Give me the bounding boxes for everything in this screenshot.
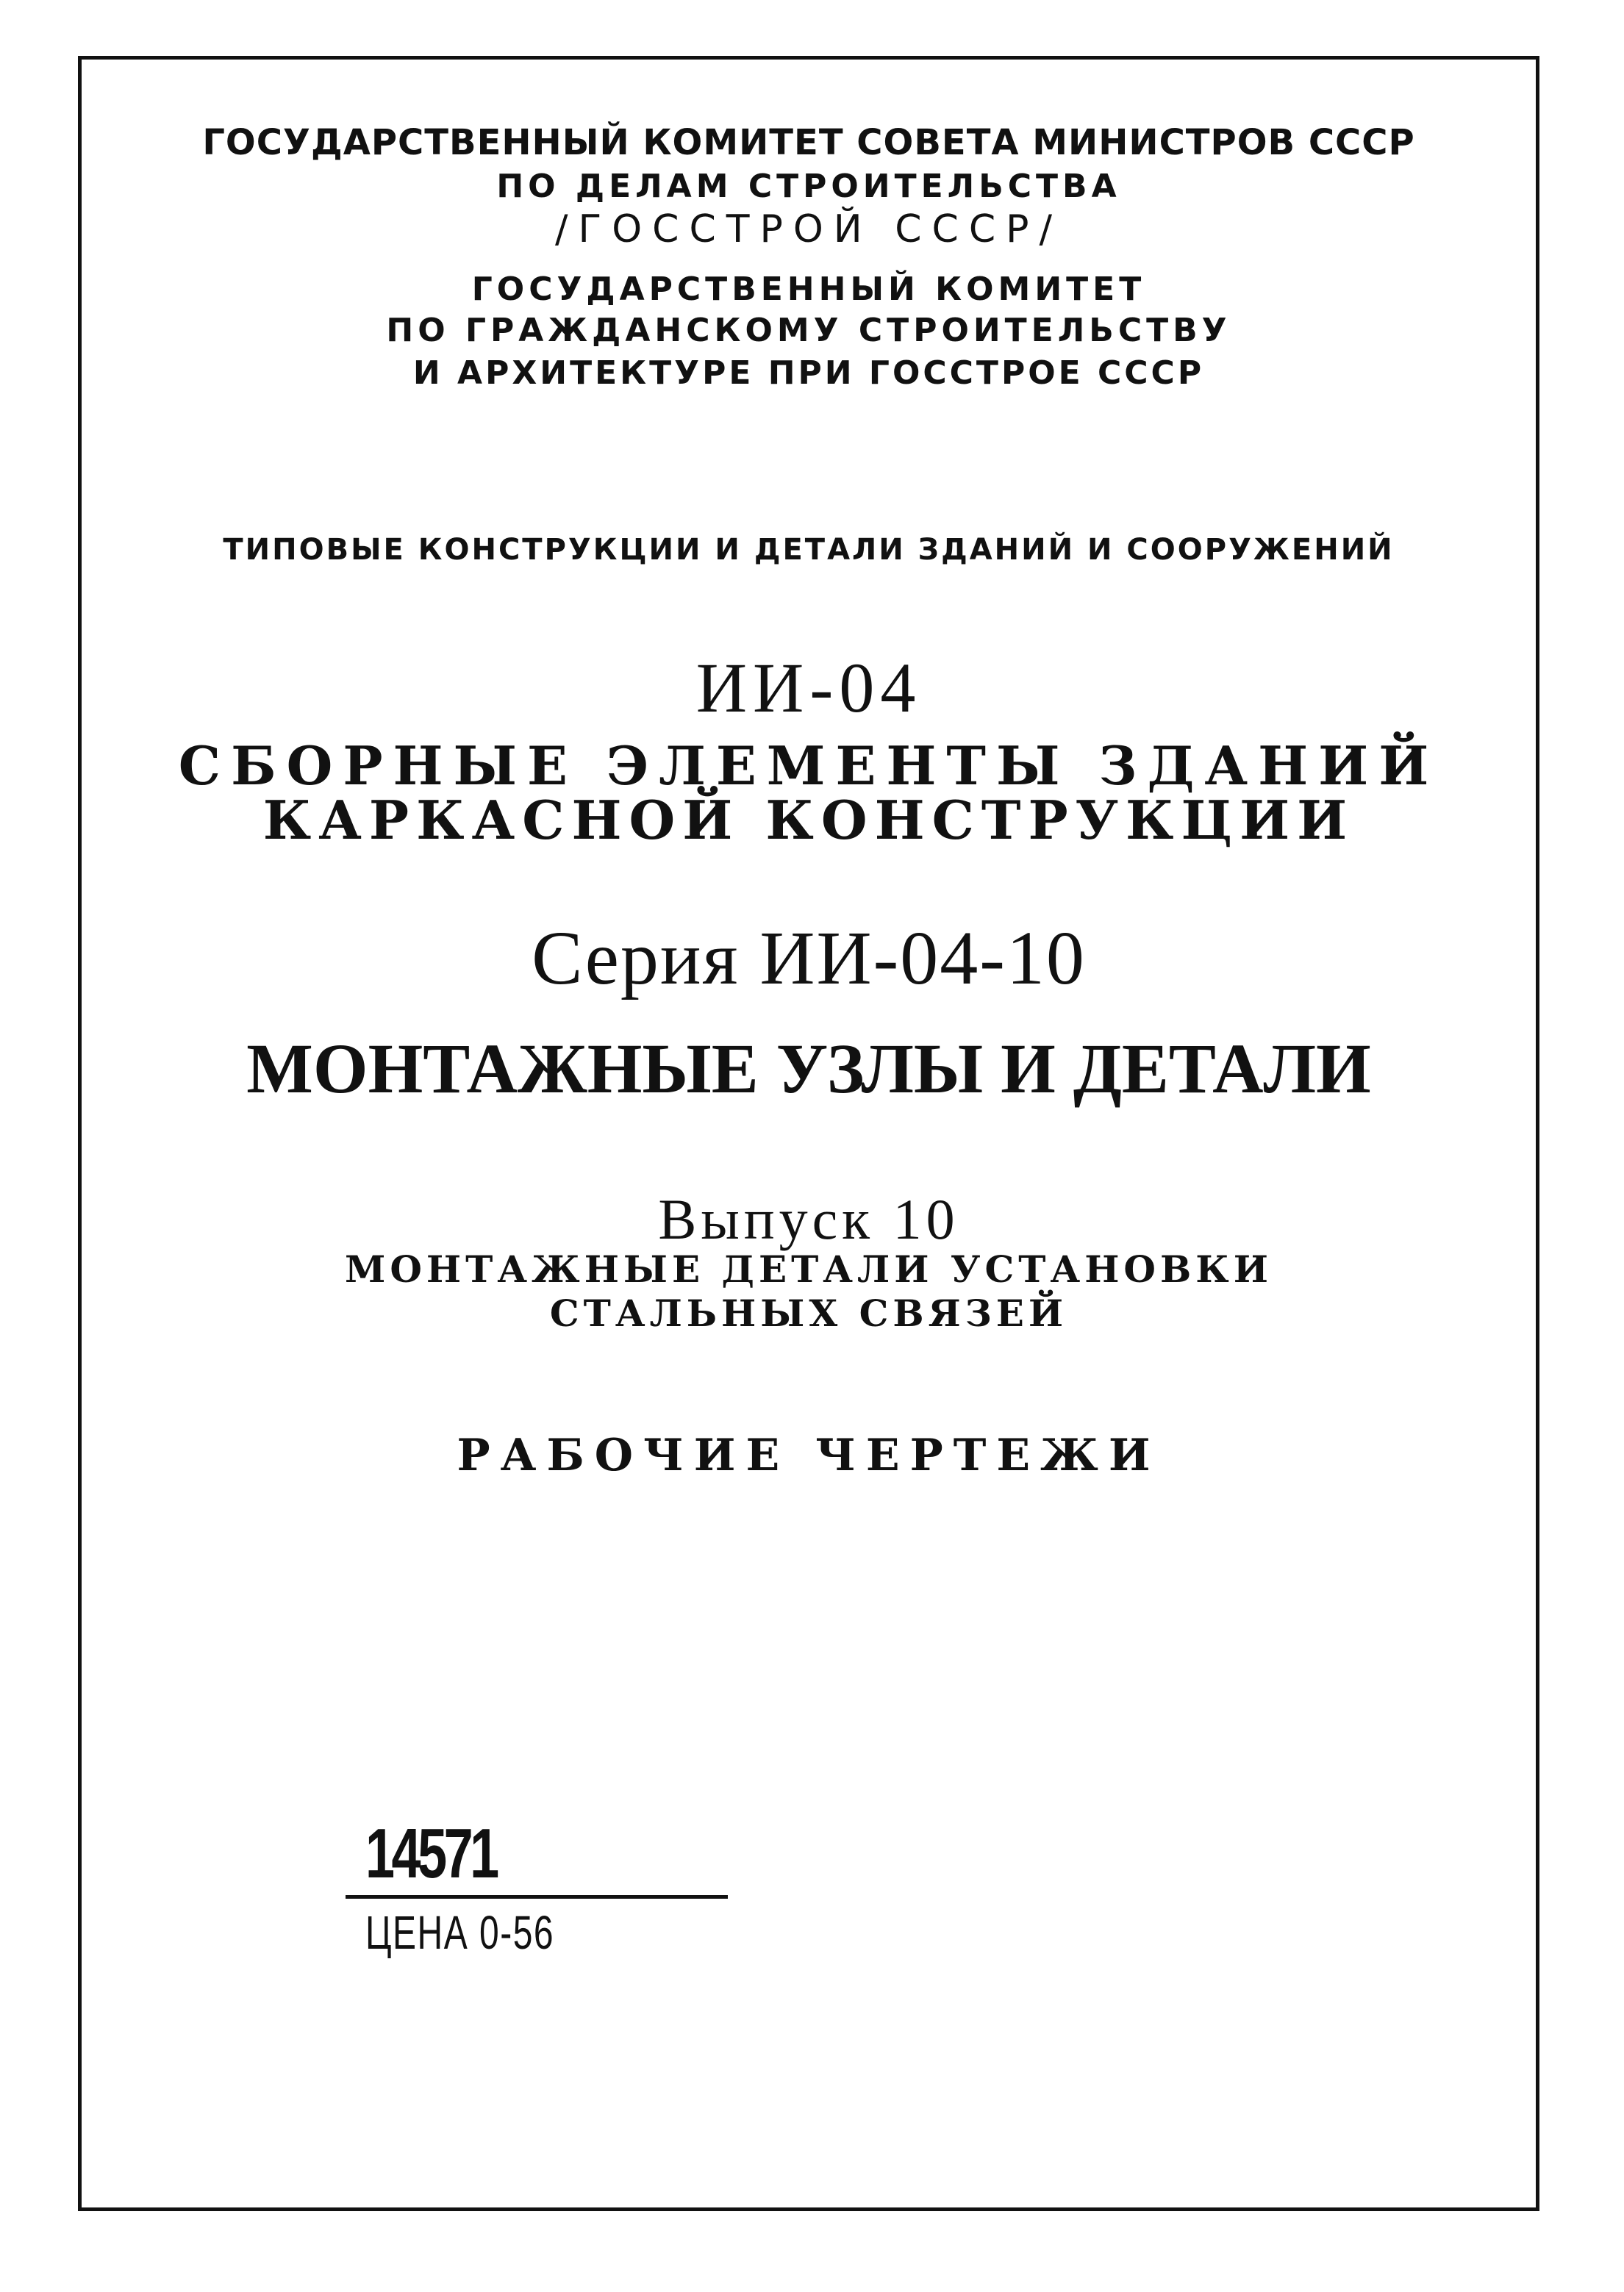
header-state-committee-line: ГОСУДАРСТВЕННЫЙ КОМИТЕТ xyxy=(471,271,1146,308)
series-label: Серия ИИ-04-10 xyxy=(532,916,1086,1000)
collection-code: ИИ-04 xyxy=(695,648,922,727)
series-title: МОНТАЖНЫЕ УЗЛЫ И ДЕТАЛИ xyxy=(246,1029,1371,1108)
issue-title-line2: СТАЛЬНЫХ СВЯЗЕЙ xyxy=(549,1292,1068,1335)
header-committee-line: ГОСУДАРСТВЕННЫЙ КОМИТЕТ СОВЕТА МИНИСТРОВ СССР xyxy=(202,122,1415,163)
stamp-price: ЦЕНА 0-56 xyxy=(365,1906,555,1959)
category-heading: ТИПОВЫЕ КОНСТРУКЦИИ И ДЕТАЛИ ЗДАНИЙ И СООРУЖЕНИЙ xyxy=(223,533,1395,567)
header-architecture-line: И АРХИТЕКТУРЕ ПРИ ГОССТРОЕ СССР xyxy=(412,354,1205,392)
stamp-number: 14571 xyxy=(365,1814,496,1893)
price-stamp xyxy=(346,1814,728,1959)
stamp-divider xyxy=(346,1895,728,1899)
issue-title-line1: МОНТАЖНЫЕ ДЕТАЛИ УСТАНОВКИ xyxy=(345,1247,1273,1291)
collection-title-line2: КАРКАСНОЙ КОНСТРУКЦИИ xyxy=(262,789,1355,851)
collection-title-line1: СБОРНЫЕ ЭЛЕМЕНТЫ ЗДАНИЙ xyxy=(178,734,1439,797)
document-type: РАБОЧИЕ ЧЕРТЕЖИ xyxy=(457,1430,1161,1481)
header-gosstroy-line: /ГОССТРОЙ СССР/ xyxy=(554,207,1063,251)
header-construction-line: ПО ДЕЛАМ СТРОИТЕЛЬСТВА xyxy=(496,168,1121,205)
issue-label: Выпуск 10 xyxy=(658,1187,959,1251)
header-civil-construction-line: ПО ГРАЖДАНСКОМУ СТРОИТЕЛЬСТВУ xyxy=(386,312,1231,349)
